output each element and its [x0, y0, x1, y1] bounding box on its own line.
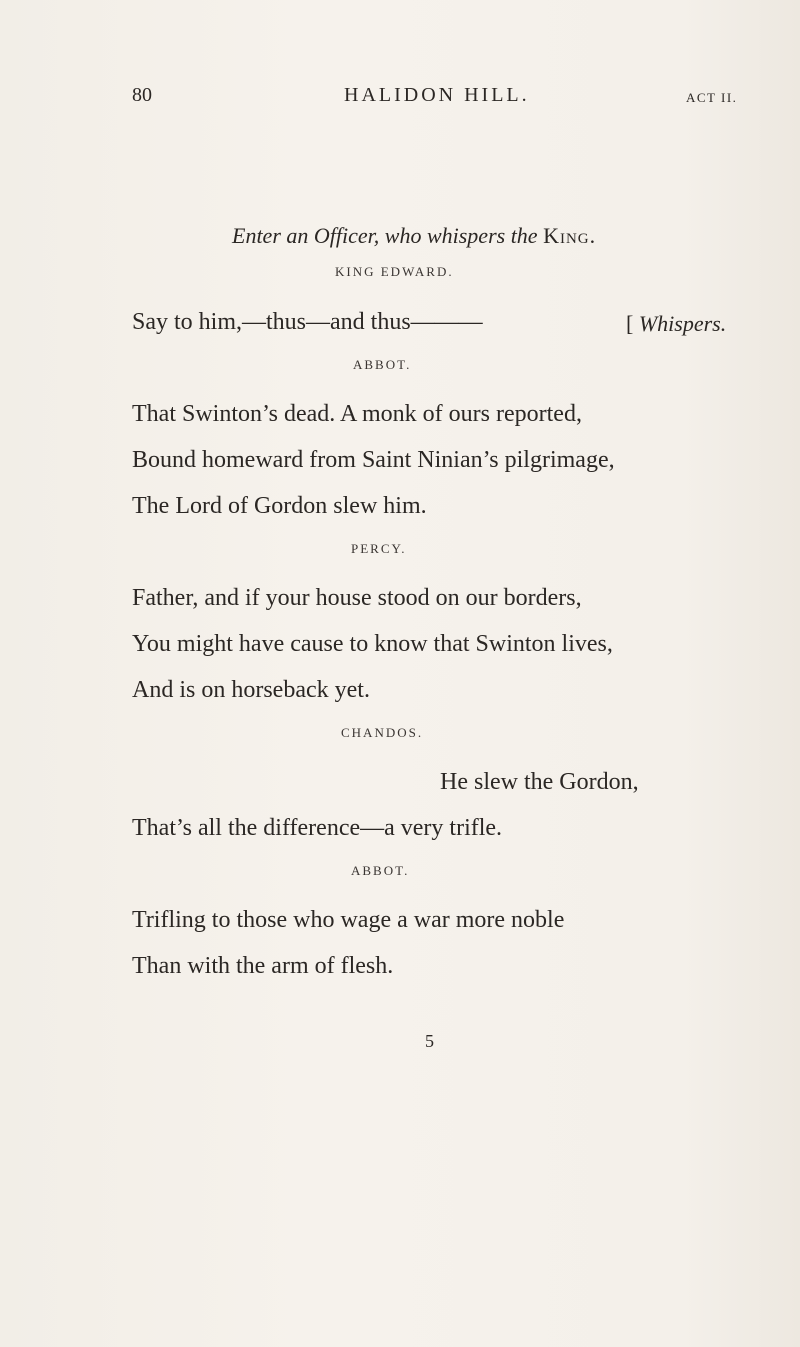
- verse-line: Say to him,—thus—and thus———: [132, 309, 483, 335]
- verse-line: Bound homeward from Saint Ninian’s pilgrimage,: [132, 447, 615, 473]
- verse-line: You might have cause to know that Swinton lives,: [132, 631, 613, 657]
- verse-line: The Lord of Gordon slew him.: [132, 493, 427, 519]
- verse-line: Than with the arm of flesh.: [132, 953, 394, 979]
- speaker-king-edward: KING EDWARD.: [335, 264, 454, 279]
- stage-direction: [232, 223, 596, 249]
- stage-direction-officer: Officer,: [313, 223, 380, 248]
- verse-line: That’s all the difference—a very trifle.: [132, 815, 503, 841]
- verse-line: And is on horseback yet.: [132, 677, 370, 703]
- signature-mark: 5: [425, 1031, 434, 1051]
- running-title: HALIDON HILL.: [344, 84, 530, 106]
- speaker-percy: PERCY.: [351, 541, 407, 556]
- stage-direction-who: who whispers the: [384, 223, 538, 248]
- stage-direction-king: King.: [543, 223, 597, 248]
- speaker-abbot: ABBOT.: [351, 863, 410, 878]
- aside-whispers: [ Whispers.: [626, 311, 727, 336]
- speaker-chandos: CHANDOS.: [341, 725, 424, 740]
- verse-line: That Swinton’s dead. A monk of ours reported,: [132, 401, 582, 427]
- stage-direction-enter: Enter an: [232, 223, 309, 248]
- verse-line: Father, and if your house stood on our borders,: [132, 585, 582, 611]
- page-number: 80: [132, 84, 152, 106]
- act-label: ACT II.: [686, 90, 738, 105]
- verse-line: Trifling to those who wage a war more noble: [132, 907, 565, 933]
- speaker-abbot: ABBOT.: [353, 357, 412, 372]
- verse-line: He slew the Gordon,: [440, 769, 639, 795]
- aside-whispers-text: Whispers.: [638, 311, 727, 336]
